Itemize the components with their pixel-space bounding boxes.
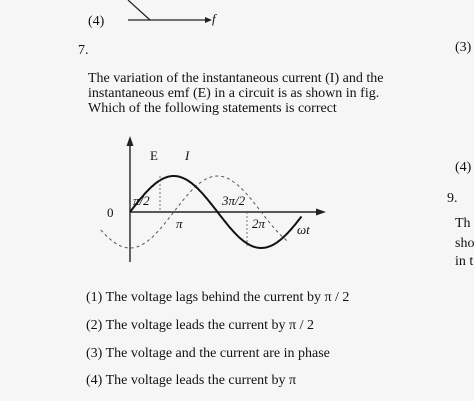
option-4[interactable]: (4) The voltage leads the current by π: [86, 373, 297, 388]
prev-graph-axis-label: f: [212, 11, 216, 26]
right-marker-top: (3): [455, 40, 472, 55]
right-fragment-3: in t: [455, 254, 474, 269]
prev-option-number: (4): [88, 14, 105, 29]
y-axis-arrowhead: [127, 136, 134, 146]
option-3[interactable]: (3) The voltage and the current are in phase: [86, 346, 330, 361]
question-line-2: instantaneous emf (E) in a circuit is as shown in fig.: [88, 86, 380, 101]
option-2[interactable]: (2) The voltage leads the current by π / 2: [86, 318, 315, 333]
x-axis-arrowhead: [316, 209, 326, 216]
question-line-3: Which of the following statements is correct: [88, 101, 337, 116]
right-fragment-1: Th: [455, 216, 471, 231]
option-1[interactable]: (1) The voltage lags behind the current by π / 2: [86, 290, 350, 305]
pi-label: π: [176, 216, 183, 231]
half-pi-label: π/2: [133, 193, 150, 208]
x-axis-label: ωt: [297, 222, 310, 237]
two-pi-label: 2π: [252, 216, 266, 231]
question-line-1: The variation of the instantaneous current (I) and the: [88, 71, 384, 86]
three-half-pi-label: 3π/2: [222, 193, 246, 208]
current-label: I: [185, 148, 190, 163]
right-next-number: 9.: [447, 191, 458, 206]
origin-label: 0: [107, 205, 114, 220]
right-marker-mid: (4): [455, 160, 472, 175]
emf-label: E: [150, 148, 158, 163]
right-fragment-2: sho: [455, 236, 474, 251]
question-number: 7.: [78, 43, 89, 58]
